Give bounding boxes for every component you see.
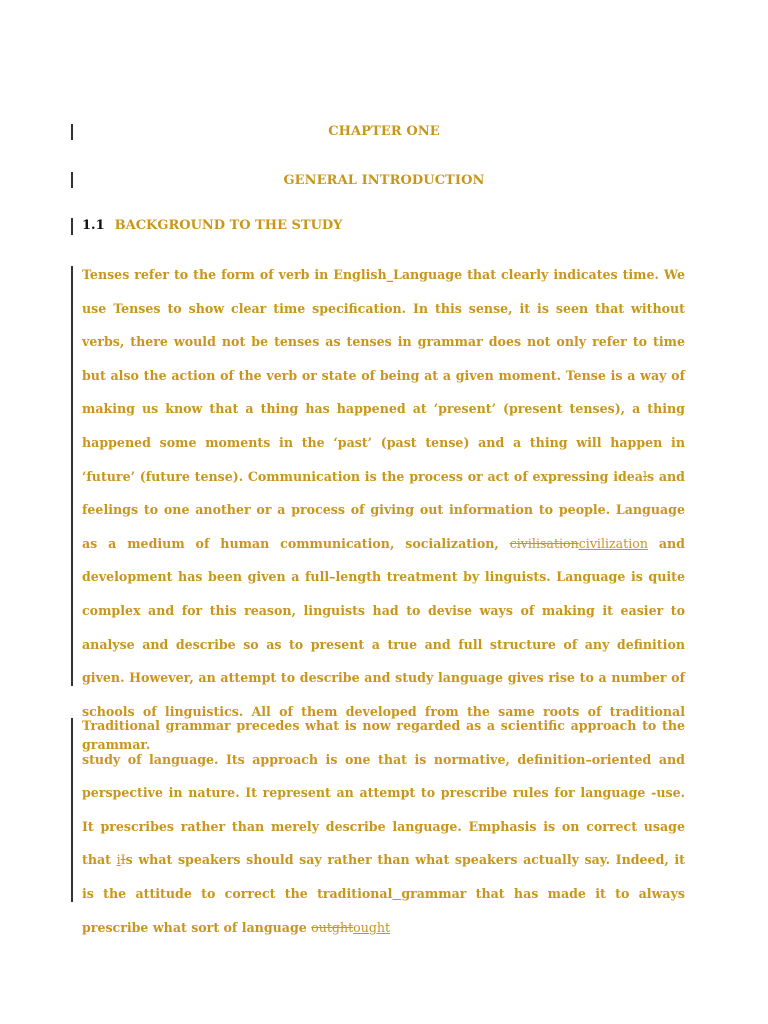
deleted-text: I: [120, 852, 126, 868]
chapter-title: CHAPTER ONE: [328, 124, 440, 139]
body-paragraph-1: Tenses refer to the form of verb in English_Language that clearly indicates time. We use Tenses to show clear time specification. In this sense, it is seen that without verbs, there would not be tenses as tenses in grammar does not only refer to time but also the action of the verb or state of being at a given moment. Tense is a way of making us know that a thing has happened at ‘present’ (present tenses), a thing happened some moments in the ‘past’ (past tense) and a thing will happen in ‘future’ (future tense). Communication is the process or act of expressing ideals and feelings to one another or a process of giving out information to people. Language as a medium of human communication, socialization, civilisationcivilization and development has been given a full–length treatment by linguists. Language is quite complex and for this reason, linguists had to devise ways of making it easier to analyse and describe so as to present a true and full structure of any definition given. However, an attempt to describe and study language gives rise to a number of schools of linguistics. All of them developed from the same roots of traditional grammar.: [82, 267, 686, 753]
inserted-text: ought: [353, 919, 391, 935]
section-heading: [82, 218, 342, 233]
section-title: BACKGROUND TO THE STUDY: [114, 218, 343, 233]
revision-bar: [71, 218, 73, 235]
deleted-text: outght: [311, 919, 354, 935]
body-paragraph-2: Traditional grammar precedes what is now regarded as a scientific approach to the study of language. Its approach is one that is normative, definition–oriented and perspective in nature. It represent an attempt to prescribe rules for language -use. It prescribes rather than merely describe language. Emphasis is on correct usage that iIs what speakers should say rather than what speakers actually say. Indeed, it is the attitude to correct the traditional grammar that has made it to always prescribe what sort of language outghtought: [82, 718, 685, 935]
section-number: 1.1: [82, 218, 105, 233]
inserted-text: i: [116, 852, 121, 868]
deleted-text: civilisation: [509, 535, 579, 551]
revision-bar: [71, 266, 73, 686]
revision-bar: [71, 718, 73, 902]
inserted-text: civilization: [578, 535, 648, 551]
inserted-text: [392, 886, 401, 901]
chapter-subtitle: GENERAL INTRODUCTION: [283, 173, 485, 188]
deleted-text: l: [642, 468, 647, 484]
